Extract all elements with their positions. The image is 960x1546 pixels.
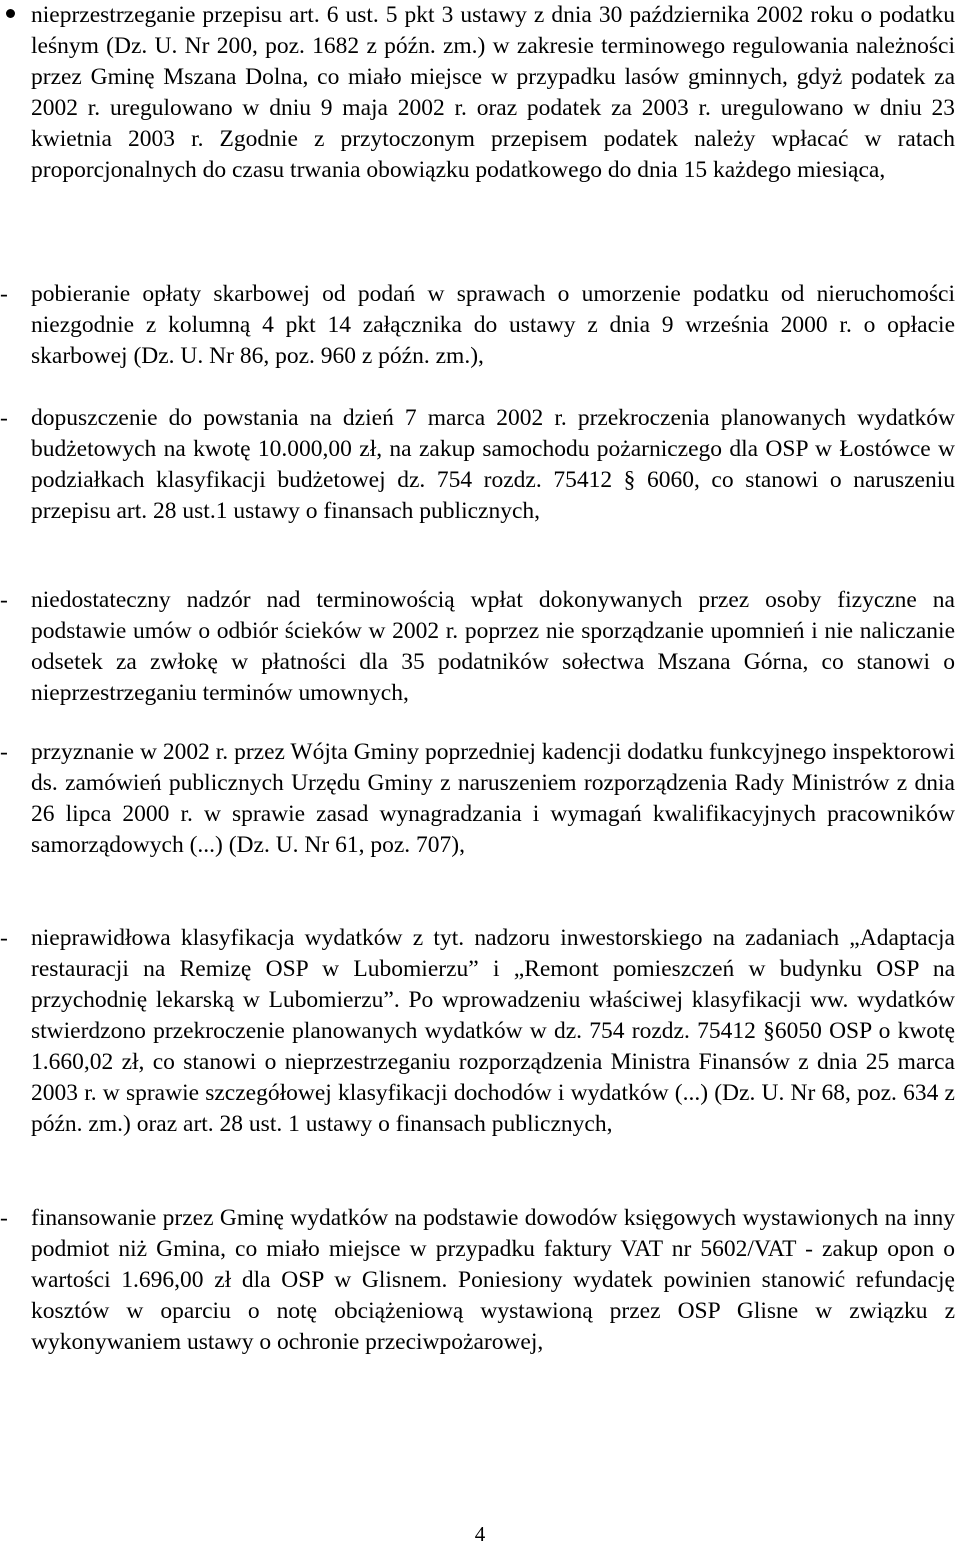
list-item-expense-classification xyxy=(0,923,955,1140)
dash-marker: - xyxy=(0,739,8,765)
bullet-item-text: nieprzestrzeganie przepisu art. 6 ust. 5 pkt 3 ustawy z dnia 30 października 2002 roku o podatku leśnym (Dz. U. Nr 200, poz. 1682 z późn. zm.) w zakresie terminowego regulowania należności przez Gminę Mszana Dolna, co miało miejsce w przypadku lasów gminnych, gdyż podatek za 2002 r. uregulowano w dniu 9 maja 2002 r. oraz podatek za 2003 r. uregulowano w dniu 23 kwietnia 2003 r. Zgodnie z przytoczonym przepisem podatek należy wpłacać w ratach proporcjonalnych do czasu trwania obowiązku podatkowego do dnia 15 każdego miesiąca, xyxy=(31,2,955,183)
page-number: 4 xyxy=(474,1522,486,1546)
dash-marker: - xyxy=(0,925,8,951)
list-item-text: nieprawidłowa klasyfikacja wydatków z tyt. nadzoru inwestorskiego na zadaniach „Adaptacja restauracji na Remizę OSP w Lubomierzu” i „Remont pomieszczeń w budynku OSP na przychodnię lekarską w Lubomierzu”. Po wprowadzeniu właściwej klasyfikacji ww. wydatków stwierdzono przekroczenie planowanych wydatków w dz. 754 rozdz. 75412 §6050 OSP o kwotę 1.660,02 zł, co stanowi o nieprzestrzeganiu rozporządzenia Ministra Finansów z dnia 25 marca 2003 r. w sprawie szczegółowej klasyfikacji dochodów i wydatków (...) (Dz. U. Nr 68, poz. 634 z późn. zm.) oraz art. 28 ust. 1 ustawy o finansach publicznych, xyxy=(31,925,955,1137)
list-item-text: przyznanie w 2002 r. przez Wójta Gminy poprzedniej kadencji dodatku funkcyjnego inspektorowi ds. zamówień publicznych Urzędu Gminy z naruszeniem rozporządzenia Rady Ministrów z dnia 26 lipca 2000 r. w sprawie zasad wynagradzania i wymagań kwalifikacyjnych pracowników samorządowych (...) (Dz. U. Nr 61, poz. 707), xyxy=(31,739,955,858)
list-item-text: niedostateczny nadzór nad terminowością wpłat dokonywanych przez osoby fizyczne na podstawie umów o odbiór ścieków w 2002 r. poprzez nie sporządzanie upomnień i nie naliczanie odsetek za zwłokę w płatności dla 35 podatników sołectwa Mszana Górna, co stanowi o nieprzestrzeganiu terminów umownych, xyxy=(31,587,955,706)
list-item-sewage-payments xyxy=(0,585,955,709)
dash-marker: - xyxy=(0,405,8,431)
list-item-stamp-duty xyxy=(0,279,955,372)
list-item-function-allowance xyxy=(0,737,955,861)
list-item-text: dopuszczenie do powstania na dzień 7 marca 2002 r. przekroczenia planowanych wydatków budżetowych na kwotę 10.000,00 zł, na zakup samochodu pożarniczego dla OSP w Łostówce w podziałkach klasyfikacji budżetowej dz. 754 rozdz. 75412 § 6060, co stanowi o naruszeniu przepisu art. 28 ust.1 ustawy o finansach publicznych, xyxy=(31,405,955,524)
bullet-point-icon xyxy=(6,9,15,18)
dash-marker: - xyxy=(0,587,8,613)
bullet-item-forest-tax xyxy=(31,0,955,186)
list-item-budget-overrun xyxy=(0,403,955,527)
list-item-invoice-financing xyxy=(0,1203,955,1358)
dash-marker: - xyxy=(0,281,8,307)
list-item-text: finansowanie przez Gminę wydatków na podstawie dowodów księgowych wystawionych na inny podmiot niż Gmina, co miało miejsce w przypadku faktury VAT nr 5602/VAT - zakup opon o wartości 1.696,00 zł dla OSP w Glisnem. Poniesiony wydatek powinien stanowić refundację kosztów w oparciu o notę obciążeniową wystawioną przez OSP Glisne w związku z wykonywaniem ustawy o ochronie przeciwpożarowej, xyxy=(31,1205,955,1355)
dash-marker: - xyxy=(0,1205,8,1231)
list-item-text: pobieranie opłaty skarbowej od podań w sprawach o umorzenie podatku od nieruchomości niezgodnie z kolumną 4 pkt 14 załącznika do ustawy z dnia 9 września 2000 r. o opłacie skarbowej (Dz. U. Nr 86, poz. 960 z późn. zm.), xyxy=(31,281,955,369)
